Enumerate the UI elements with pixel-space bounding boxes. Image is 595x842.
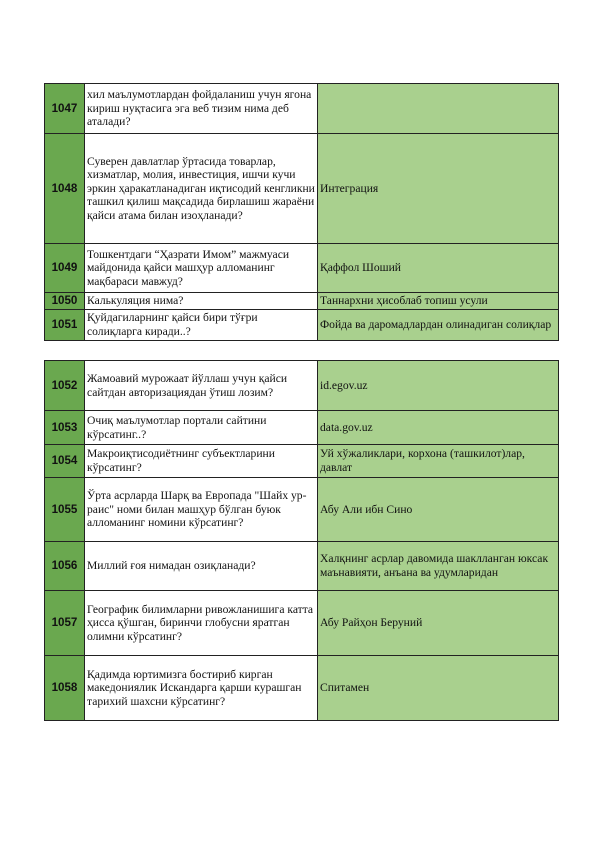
question-text: Ўрта асрларда Шарқ ва Европада "Шайх ур-раис" номи билан машҳур бўлган буюк алломанинг номини кўрсатинг? — [85, 478, 318, 542]
question-text: Очиқ маълумотлар портали сайтини кўрсатинг..? — [85, 411, 318, 445]
answer-text: Уй хўжаликлари, корхона (ташкилот)лар, давлат — [318, 445, 559, 478]
question-text: Суверен давлатлар ўртасида товарлар, хизматлар, молия, инвестиция, ишчи кучи эркин ҳаракатланадиган иқтисодий кенгликни ташкил қилиш мақсадида бирлашиш жараёни қайси атама билан изоҳланади? — [85, 134, 318, 244]
question-text: Калькуляция нима? — [85, 293, 318, 310]
table-row — [45, 244, 559, 293]
table-row — [45, 84, 559, 134]
table-row — [45, 478, 559, 542]
question-number: 1051 — [45, 310, 85, 341]
question-text: Жамоавий мурожаат йўллаш учун қайси сайтдан авторизациядан ўтиш лозим? — [85, 361, 318, 411]
question-number: 1052 — [45, 361, 85, 411]
question-text: Миллий ғоя нимадан озиқланади? — [85, 542, 318, 591]
question-text: Географик билимларни ривожланишига катта ҳисса қўшган, биринчи глобусни яратган олимни кўрсатинг? — [85, 591, 318, 656]
answer-text: Интеграция — [318, 134, 559, 244]
question-text: Макроиқтисодиётнинг субъектларини кўрсатинг? — [85, 445, 318, 478]
answer-text: Халқнинг асрлар давомида шаклланган юксак маънавияти, анъана ва удумларидан — [318, 542, 559, 591]
table-row — [45, 656, 559, 721]
table-row — [45, 134, 559, 244]
question-number: 1057 — [45, 591, 85, 656]
question-number: 1049 — [45, 244, 85, 293]
question-number: 1056 — [45, 542, 85, 591]
table-row — [45, 361, 559, 411]
question-text: Қуйдагиларнинг қайси бири тўғри солиқларга киради..? — [85, 310, 318, 341]
question-number: 1047 — [45, 84, 85, 134]
question-number: 1050 — [45, 293, 85, 310]
table-row — [45, 542, 559, 591]
table-row — [45, 293, 559, 310]
question-number: 1048 — [45, 134, 85, 244]
question-number: 1055 — [45, 478, 85, 542]
qa-table-1 — [44, 83, 559, 341]
table-row — [45, 445, 559, 478]
qa-table-2 — [44, 360, 559, 721]
question-text: хил маълумотлардан фойдаланиш учун ягона кириш нуқтасига эга веб тизим нима деб аталади? — [85, 84, 318, 134]
answer-text: data.gov.uz — [318, 411, 559, 445]
answer-text — [318, 84, 559, 134]
answer-text: Спитамен — [318, 656, 559, 721]
question-number: 1058 — [45, 656, 85, 721]
answer-text: Қаффол Шоший — [318, 244, 559, 293]
question-text: Тошкентдаги “Ҳазрати Имом” мажмуаси майдонида қайси машҳур алломанинг мақбараси мавжуд? — [85, 244, 318, 293]
question-text: Қадимда юртимизга бостириб кирган македониялик Искандарга қарши курашган тарихий шахсни кўрсатинг? — [85, 656, 318, 721]
table-row — [45, 591, 559, 656]
answer-text: Абу Райҳон Беруний — [318, 591, 559, 656]
table-row — [45, 310, 559, 341]
answer-text: Таннархни ҳисоблаб топиш усули — [318, 293, 559, 310]
table-row — [45, 411, 559, 445]
answer-text: Фойда ва даромадлардан олинадиган солиқлар — [318, 310, 559, 341]
answer-text: id.egov.uz — [318, 361, 559, 411]
answer-text: Абу Али ибн Сино — [318, 478, 559, 542]
question-number: 1054 — [45, 445, 85, 478]
question-number: 1053 — [45, 411, 85, 445]
